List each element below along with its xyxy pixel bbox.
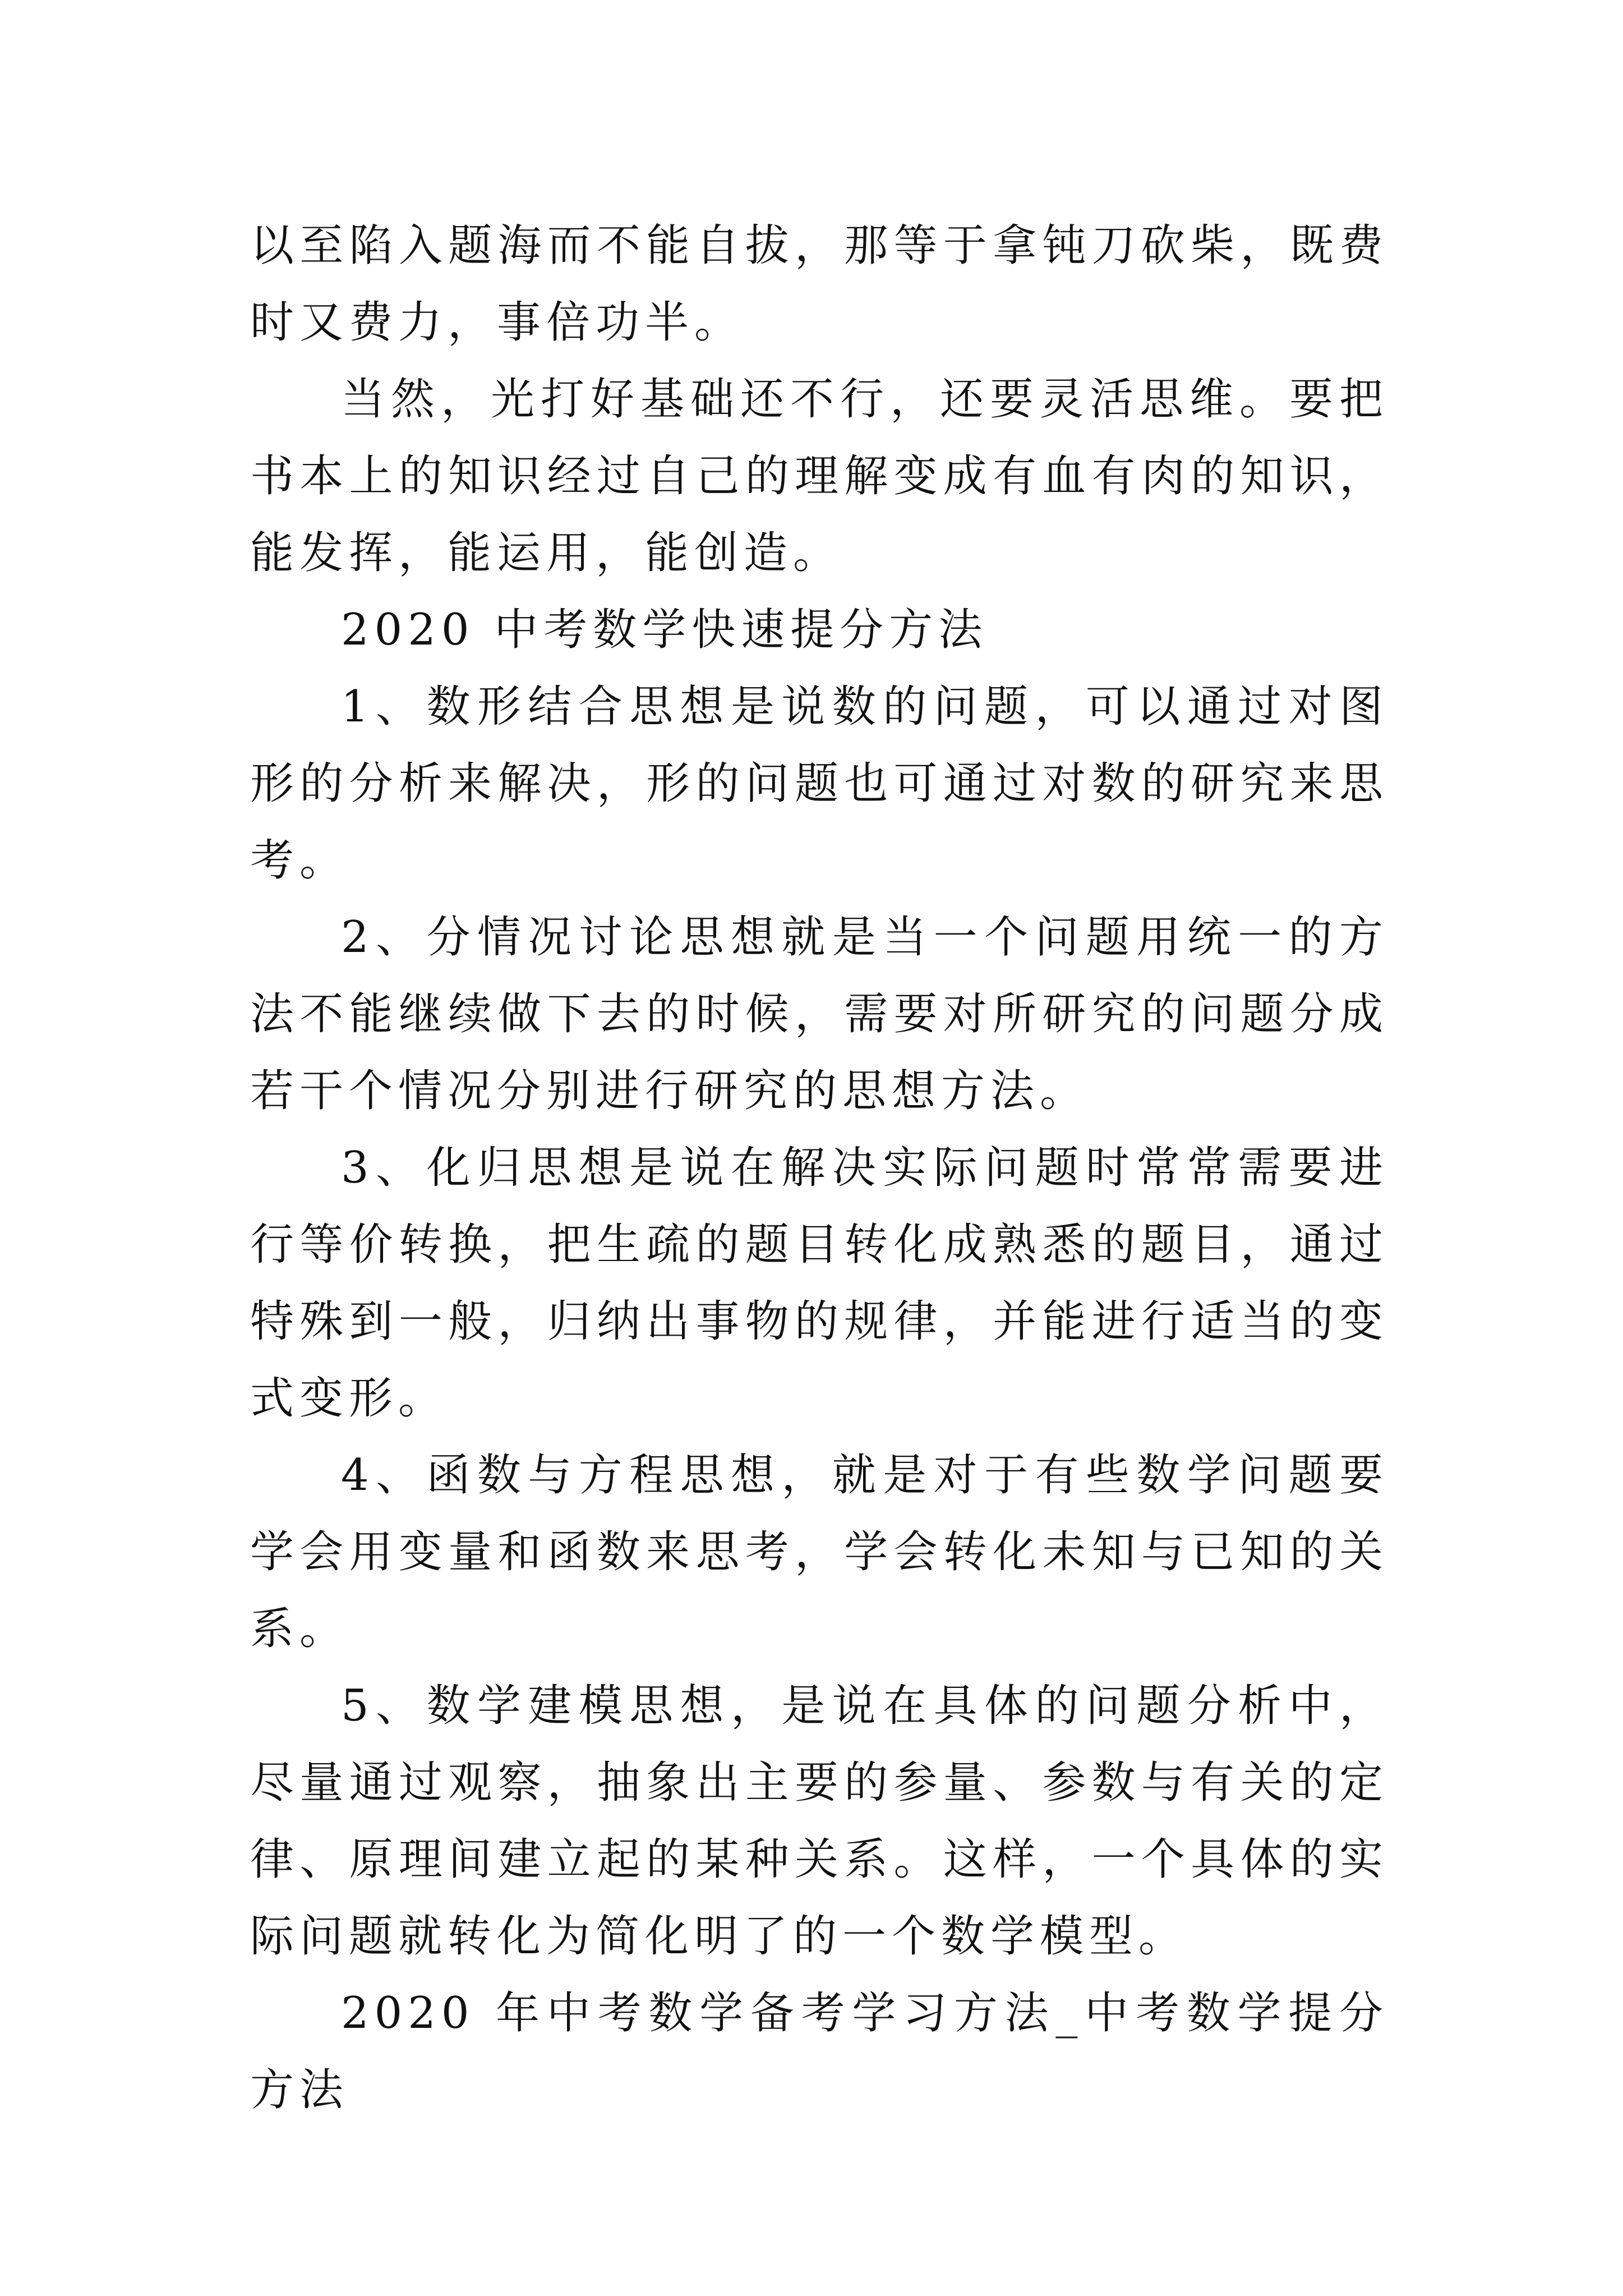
list-item-3: 3、化归思想是说在解决实际问题时常常需要进行等价转换，把生疏的题目转化成熟悉的题目，通过特殊到一般，归纳出事物的规律，并能进行适当的变式变形。	[250, 1143, 1389, 1424]
paragraph-foundation: 当然，光打好基础还不行，还要灵活思维。要把书本上的知识经过自己的理解变成有血有肉的知识，能发挥，能运用，能创造。	[250, 374, 1389, 578]
closing-title: 2020 年中考数学备考学习方法_中考数学提分方法	[250, 1988, 1389, 2115]
list-item-1: 1、数形结合思想是说数的问题，可以通过对图形的分析来解决，形的问题也可通过对数的研究来思考。	[250, 682, 1389, 886]
list-item-5: 5、数学建模思想，是说在具体的问题分析中，尽量通过观察，抽象出主要的参量、参数与有关的定律、原理间建立起的某种关系。这样，一个具体的实际问题就转化为简化明了的一个数学模型。	[250, 1681, 1389, 1962]
list-item-2: 2、分情况讨论思想就是当一个问题用统一的方法不能继续做下去的时候，需要对所研究的问题分成若干个情况分别进行研究的思想方法。	[250, 912, 1389, 1116]
list-item-4: 4、函数与方程思想，就是对于有些数学问题要学会用变量和函数来思考，学会转化未知与已知的关系。	[250, 1450, 1389, 1654]
paragraph-continuation: 以至陷入题海而不能自拔，那等于拿钝刀砍柴，既费时又费力，事倍功半。	[250, 220, 1389, 348]
section-heading: 2020 中考数学快速提分方法	[341, 605, 988, 655]
document-body	[250, 208, 1389, 2129]
